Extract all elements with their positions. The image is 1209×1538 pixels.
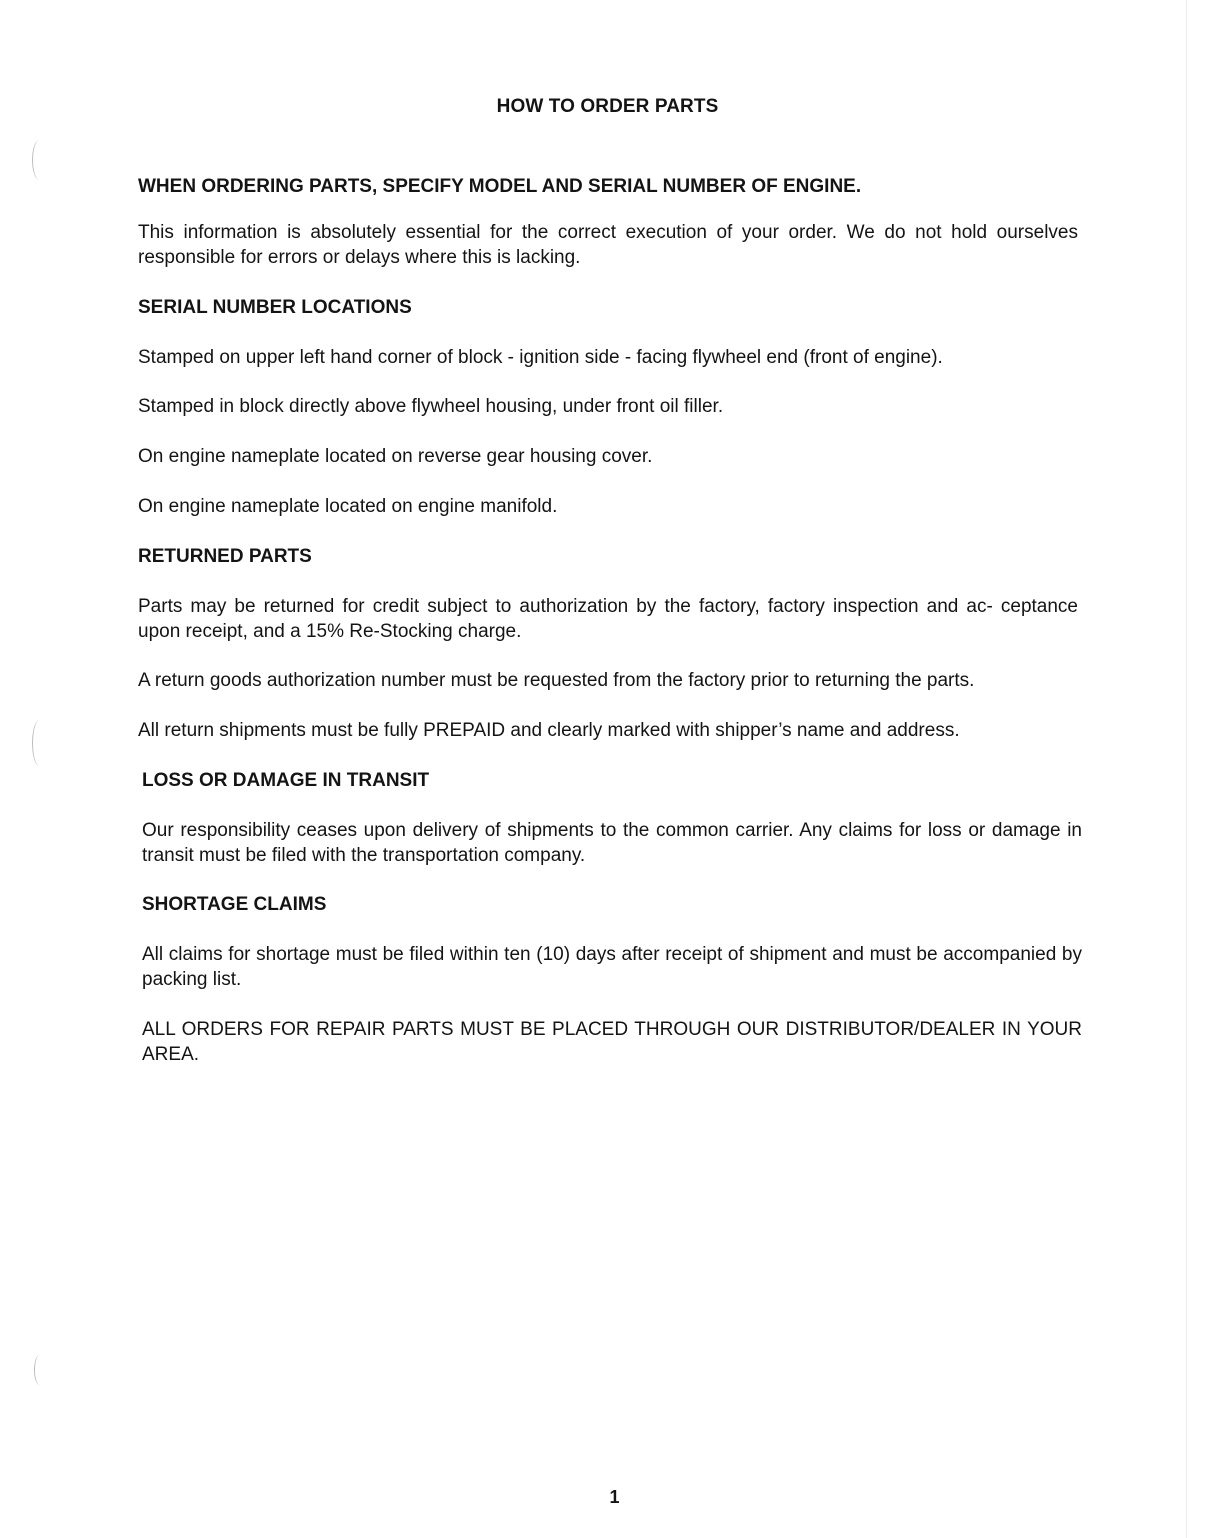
scan-artifact xyxy=(34,1355,45,1385)
shortage-heading: SHORTAGE CLAIMS xyxy=(142,894,327,915)
shortage-item: ALL ORDERS FOR REPAIR PARTS MUST BE PLACED THROUGH OUR DISTRIBUTOR/DEALER IN YOUR AREA. xyxy=(142,1019,1082,1065)
ordering-heading: WHEN ORDERING PARTS, SPECIFY MODEL AND SERIAL NUMBER OF ENGINE. xyxy=(138,176,862,197)
returned-heading: RETURNED PARTS xyxy=(138,546,312,567)
scan-artifact xyxy=(32,720,47,766)
page-number: 1 xyxy=(609,1487,620,1507)
ordering-paragraph: This information is absolutely essential for the correct execution of your order. We do not hold ourselves responsible for errors or delays where this is lacking. xyxy=(138,222,1078,268)
page-title: HOW TO ORDER PARTS xyxy=(496,96,719,117)
serial-heading: SERIAL NUMBER LOCATIONS xyxy=(138,297,412,318)
returned-item: Parts may be returned for credit subject to authorization by the factory, factory inspection and ac- ceptance upon receipt, and a 15% Re-Stocking charge. xyxy=(138,596,1078,642)
serial-item: Stamped in block directly above flywheel housing, under front oil filler. xyxy=(138,396,724,417)
returned-item: A return goods authorization number must be requested from the factory prior to returning the parts. xyxy=(138,670,975,691)
loss-paragraph: Our responsibility ceases upon delivery of shipments to the common carrier. Any claims for loss or damage in transit must be filed with the transportation company. xyxy=(142,820,1082,866)
returned-item: All return shipments must be fully PREPAID and clearly marked with shipper’s name and address. xyxy=(138,720,960,741)
scan-artifact xyxy=(32,140,47,180)
serial-item: Stamped on upper left hand corner of block - ignition side - facing flywheel end (front of engine). xyxy=(138,347,943,368)
scan-edge-line xyxy=(1186,0,1187,1538)
shortage-item: All claims for shortage must be filed within ten (10) days after receipt of shipment and must be accompanied by packing list. xyxy=(142,944,1082,990)
serial-item: On engine nameplate located on reverse gear housing cover. xyxy=(138,446,653,467)
loss-heading: LOSS OR DAMAGE IN TRANSIT xyxy=(142,770,430,791)
serial-item: On engine nameplate located on engine manifold. xyxy=(138,496,558,517)
